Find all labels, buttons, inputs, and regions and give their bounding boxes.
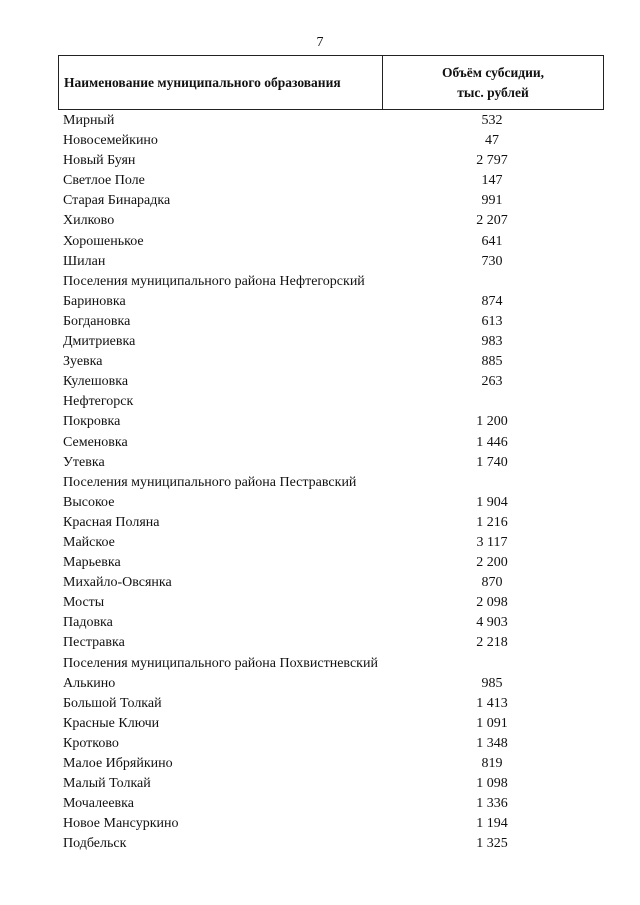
- subsidy-value: 532: [481, 113, 503, 128]
- municipality-name: Светлое Поле: [63, 173, 145, 189]
- municipality-name: Большой Толкай: [63, 695, 162, 711]
- subsidy-value: 1 216: [476, 514, 508, 530]
- municipality-name: Дмитриевка: [63, 334, 136, 350]
- subsidy-value: 4 903: [476, 615, 508, 631]
- table-row: [63, 794, 604, 814]
- table-row: [63, 171, 604, 191]
- municipality-name: Пестравка: [63, 635, 125, 651]
- municipality-name: Утевка: [63, 454, 105, 470]
- subsidy-value: 885: [481, 354, 503, 370]
- subsidy-value: 2 218: [476, 635, 508, 651]
- subsidy-value: 1 446: [476, 434, 508, 450]
- subsidy-value: 1 091: [476, 715, 508, 731]
- municipality-name: Красные Ключи: [63, 715, 160, 731]
- table-row: [63, 131, 604, 151]
- municipality-name: Старая Бинарадка: [63, 193, 171, 209]
- table-row: [63, 754, 604, 774]
- subsidy-value: 991: [481, 193, 503, 209]
- table-row: [63, 674, 604, 694]
- municipality-name: Майское: [63, 534, 115, 550]
- municipality-name: Высокое: [63, 494, 115, 510]
- municipality-name: Новосемейкино: [63, 133, 158, 149]
- subsidy-value: 47: [485, 133, 499, 149]
- column-header-name: Наименование муниципального образования: [59, 56, 383, 109]
- municipality-name: Мочалеевка: [63, 796, 134, 812]
- municipality-name: Семеновка: [63, 434, 128, 450]
- municipality-name: Малый Толкай: [63, 776, 151, 792]
- table-row: [63, 593, 604, 613]
- municipality-name: Алькино: [63, 675, 116, 691]
- subsidy-value: 613: [481, 313, 503, 329]
- table-row: [63, 252, 604, 272]
- table-row: [63, 694, 604, 714]
- municipality-name: Шилан: [63, 253, 106, 269]
- subsidy-value: 1 348: [476, 735, 508, 751]
- municipality-name: Новое Мансуркино: [63, 816, 179, 832]
- municipality-name: Марьевка: [63, 555, 121, 571]
- table-row: [63, 814, 604, 834]
- table-row: [63, 834, 604, 854]
- subsidy-value: 3 117: [476, 534, 508, 550]
- subsidy-value: 1 325: [476, 836, 508, 852]
- column-header-value-line2: тыс. рублей: [457, 84, 529, 100]
- subsidy-value: 1 194: [476, 816, 508, 832]
- municipality-name: Нефтегорск: [63, 394, 134, 410]
- table-row: [63, 292, 604, 312]
- table-row: [63, 734, 604, 754]
- subsidy-value: 1 904: [476, 494, 508, 510]
- column-header-value: [383, 56, 603, 109]
- page-number: 7: [316, 35, 324, 50]
- municipality-name: Новый Буян: [63, 153, 136, 169]
- table-row: [63, 533, 604, 553]
- municipality-name: Мосты: [63, 595, 105, 611]
- municipality-name: Поселения муниципального района Пестравский: [63, 474, 357, 490]
- municipality-name: Красная Поляна: [63, 514, 160, 530]
- table-row: [63, 151, 604, 171]
- subsidy-value: 870: [481, 575, 503, 591]
- municipality-name: Зуевка: [63, 354, 103, 370]
- column-header-value-line1: Объём субсидии,: [441, 64, 544, 80]
- table-row: [63, 513, 604, 533]
- municipality-name: Бариновка: [63, 293, 126, 309]
- table-row: [63, 211, 604, 231]
- table-row: [63, 473, 604, 493]
- table-row: [63, 372, 604, 392]
- table-row: [63, 774, 604, 794]
- municipality-name: Подбельск: [63, 836, 127, 852]
- subsidy-value: 730: [481, 253, 503, 269]
- subsidy-value: 263: [481, 374, 503, 390]
- subsidy-value: 819: [481, 756, 503, 771]
- subsidy-value: 641: [481, 233, 503, 249]
- municipality-name: Малое Ибряйкино: [63, 756, 173, 771]
- subsidy-value: 1 200: [476, 414, 508, 430]
- table-row: [63, 352, 604, 372]
- table-row: [63, 493, 604, 513]
- table-body: [63, 111, 604, 854]
- municipality-name: Мирный: [63, 113, 115, 128]
- municipality-name: Поселения муниципального района Нефтегорский: [63, 273, 365, 289]
- subsidy-value: 1 413: [476, 695, 508, 711]
- subsidy-value: 147: [481, 173, 503, 189]
- table-row: [63, 573, 604, 593]
- table-row: [63, 312, 604, 332]
- table-header: [58, 55, 604, 110]
- subsidy-value: 2 207: [476, 213, 508, 229]
- table-row: [63, 633, 604, 653]
- table-row: [63, 392, 604, 412]
- table-row: [63, 412, 604, 432]
- subsidy-value: 2 200: [476, 555, 508, 571]
- table-row: [63, 613, 604, 633]
- municipality-name: Кулешовка: [63, 374, 129, 390]
- table-row: [63, 453, 604, 473]
- municipality-name: Поселения муниципального района Похвистневский: [63, 655, 378, 671]
- table-row: [63, 272, 604, 292]
- subsidy-value: 1 740: [476, 454, 508, 470]
- table-row: [63, 714, 604, 734]
- table-row: [63, 191, 604, 211]
- subsidy-value: 2 797: [476, 153, 508, 169]
- table-row: [63, 433, 604, 453]
- subsidy-value: 1 098: [476, 776, 508, 792]
- subsidy-value: 2 098: [476, 595, 508, 611]
- municipality-name: Богдановка: [63, 313, 131, 329]
- municipality-name: Падовка: [63, 615, 113, 631]
- table-row: [63, 111, 604, 131]
- table-row: [63, 553, 604, 573]
- table-row: [63, 332, 604, 352]
- subsidy-value: 983: [481, 334, 503, 350]
- municipality-name: Хилково: [63, 213, 115, 229]
- subsidy-value: 874: [481, 293, 503, 309]
- subsidy-value: 1 336: [476, 796, 508, 812]
- municipality-name: Покровка: [63, 414, 121, 430]
- municipality-name: Хорошенькое: [63, 233, 144, 249]
- municipality-name: Кротково: [63, 735, 119, 751]
- municipality-name: Михайло-Овсянка: [63, 575, 172, 591]
- table-row: [63, 654, 604, 674]
- subsidy-value: 985: [481, 675, 503, 691]
- table-row: [63, 232, 604, 252]
